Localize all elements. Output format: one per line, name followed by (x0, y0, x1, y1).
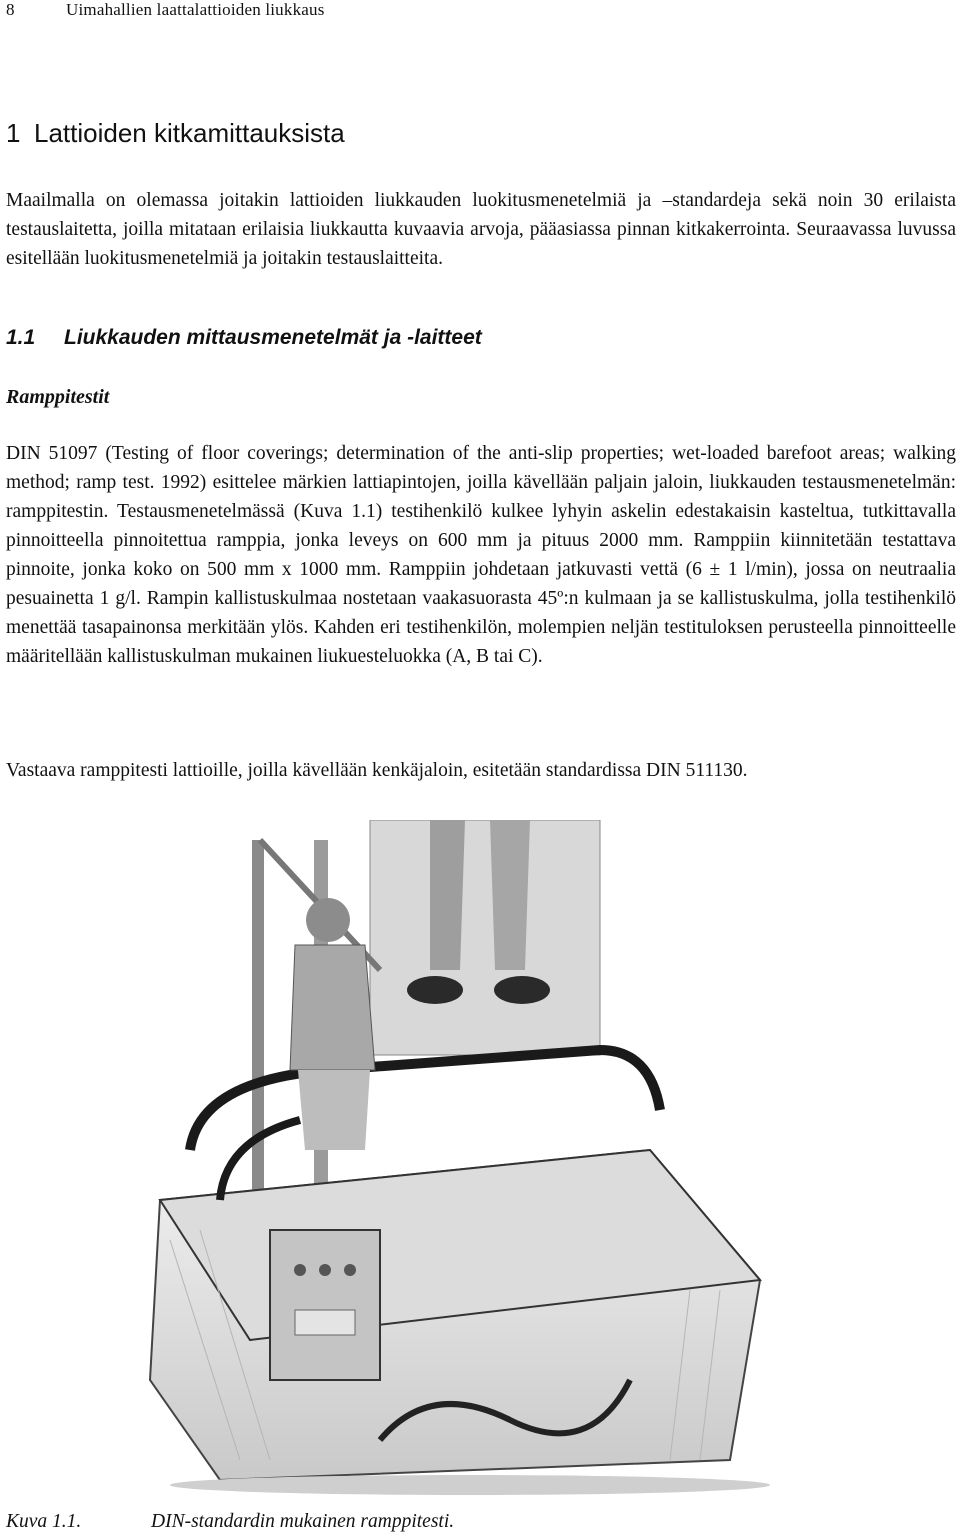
figure-label: Kuva 1.1. (6, 1511, 82, 1532)
control-box (270, 1230, 380, 1380)
inset-legs-image (370, 820, 600, 1055)
test-person-head (306, 898, 350, 942)
section-heading (6, 118, 345, 149)
subsection-title: Liukkauden mittausmenetelmät ja -laitteet (64, 326, 482, 349)
section-number: 1 (6, 118, 21, 148)
body-paragraph-1: DIN 51097 (Testing of floor coverings; determination of the anti-slip properties; wet-loaded barefoot areas; walking method; ramp test. 1992) esittelee märkien lattiapintojen, joilla kävellään paljain jaloin, liukkauden testausmenetelmän: ramppitestin. Testausmenetelmässä (Kuva 1.1) testihenkilö kulkee lyhyin askelin edestakaisin kasteltua, tutkittavalla pinnoitteella pinnoitettua ramppia, jonka leveys on 600 mm ja pituus 2000 mm. Ramppiin kiinnitetään testattava pinnoite, jonka koko on 500 mm x 1000 mm. Ramppiin johdetaan jatkuvasti vettä (6 ± 1 l/min), jossa on neutraalia pesuainetta 1 g/l. Rampin kallistuskulmaa nostetaan vaakasuorasta 45º:n kulmaan ja se kallistuskulma, jolla testihenkilö menettää tasapainonsa merkitään ylös. Kahden eri testihenkilön, molempien neljän testituloksen perusteella pinnoitteelle määritellään kallistuskulman mukainen liukuesteluokka (A, B tai C). (6, 443, 956, 667)
subsection-number: 1.1 (6, 326, 36, 349)
running-title: Uimahallien laattalattioiden liukkaus (66, 0, 325, 19)
subheading-ramppitestit: Ramppitestit (6, 386, 110, 408)
figure-caption (6, 1511, 454, 1533)
figure-caption-text: DIN-standardin mukainen ramppitesti. (151, 1511, 455, 1532)
running-header (6, 0, 325, 20)
ramp-test-photo (130, 820, 810, 1500)
section-title: Lattioiden kitkamittauksista (34, 118, 345, 148)
ramp-test-illustration (130, 820, 810, 1500)
body-paragraph-2: Vastaava ramppitesti lattioille, joilla kävellään kenkäjaloin, esitetään standardissa DIN 511130. (6, 760, 748, 781)
subsection-heading (6, 326, 482, 350)
page-number: 8 (6, 0, 15, 19)
intro-paragraph: Maailmalla on olemassa joitakin lattioiden liukkauden luokitusmenetelmiä ja –standardeja sekä noin 30 erilaista testauslaitetta, joilla mitataan erilaisia liukkautta kuvaavia arvoja, pääasiassa pinnan kitkakerrointa. Seuraavassa luvussa esitellään luokitusmenetelmiä ja joitakin testauslaitteita. (6, 190, 956, 269)
